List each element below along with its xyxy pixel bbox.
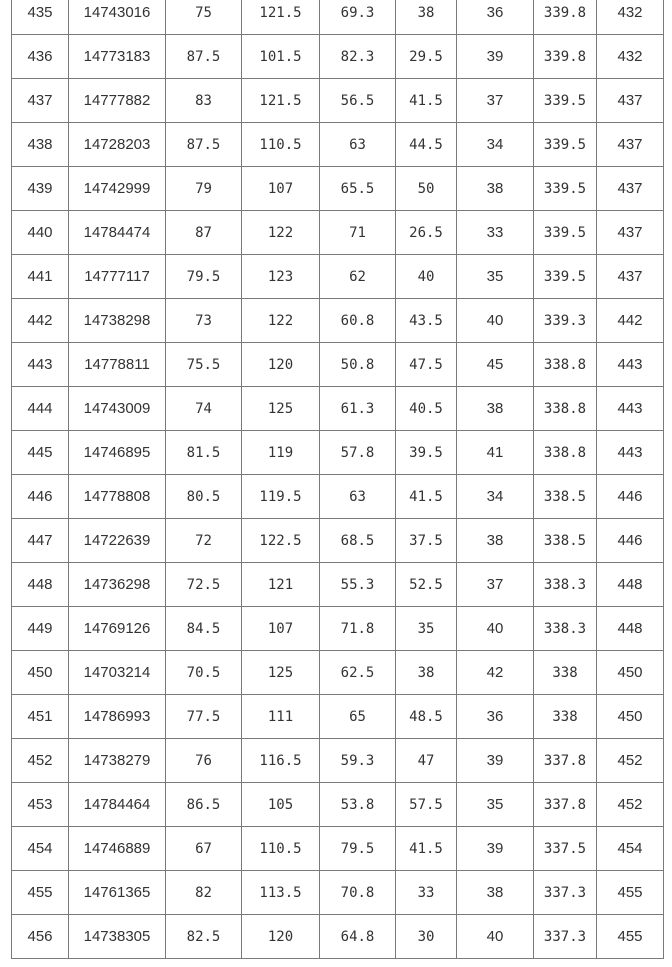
- score-cell-2: 120: [242, 915, 320, 959]
- score-cell-1: 75: [166, 0, 242, 35]
- total-cell: 338.5: [534, 475, 597, 519]
- score-cell-5: 34: [457, 475, 534, 519]
- score-cell-5: 36: [457, 695, 534, 739]
- score-cell-4: 47: [396, 739, 457, 783]
- table-row: [12, 0, 664, 35]
- score-cell-1: 79: [166, 167, 242, 211]
- overall-rank-cell: 452: [597, 783, 664, 827]
- rank-cell: 435: [12, 0, 69, 35]
- score-cell-4: 37.5: [396, 519, 457, 563]
- table-row: [12, 343, 664, 387]
- overall-rank-cell: 437: [597, 123, 664, 167]
- score-cell-4: 44.5: [396, 123, 457, 167]
- overall-rank-cell: 448: [597, 607, 664, 651]
- score-cell-1: 74: [166, 387, 242, 431]
- rank-cell: 455: [12, 871, 69, 915]
- score-cell-3: 71: [320, 211, 396, 255]
- score-cell-1: 72.5: [166, 563, 242, 607]
- score-cell-5: 33: [457, 211, 534, 255]
- score-cell-2: 122: [242, 299, 320, 343]
- rank-cell: 436: [12, 35, 69, 79]
- score-cell-3: 71.8: [320, 607, 396, 651]
- score-cell-4: 41.5: [396, 827, 457, 871]
- candidate-id-cell: 14777117: [69, 255, 166, 299]
- table-row: [12, 431, 664, 475]
- rank-cell: 437: [12, 79, 69, 123]
- score-cell-5: 34: [457, 123, 534, 167]
- score-cell-4: 43.5: [396, 299, 457, 343]
- score-cell-5: 42: [457, 651, 534, 695]
- total-cell: 337.8: [534, 783, 597, 827]
- score-cell-1: 67: [166, 827, 242, 871]
- table-row: [12, 123, 664, 167]
- overall-rank-cell: 450: [597, 651, 664, 695]
- overall-rank-cell: 446: [597, 475, 664, 519]
- score-cell-1: 76: [166, 739, 242, 783]
- score-cell-2: 122: [242, 211, 320, 255]
- table-row: [12, 299, 664, 343]
- rank-cell: 444: [12, 387, 69, 431]
- total-cell: 337.8: [534, 739, 597, 783]
- score-cell-5: 39: [457, 35, 534, 79]
- candidate-id-cell: 14743009: [69, 387, 166, 431]
- rank-cell: 451: [12, 695, 69, 739]
- score-cell-3: 65.5: [320, 167, 396, 211]
- score-cell-2: 101.5: [242, 35, 320, 79]
- score-cell-3: 60.8: [320, 299, 396, 343]
- score-cell-4: 39.5: [396, 431, 457, 475]
- table-row: [12, 651, 664, 695]
- rank-cell: 449: [12, 607, 69, 651]
- score-cell-1: 87: [166, 211, 242, 255]
- score-table: [11, 0, 664, 959]
- score-cell-2: 110.5: [242, 827, 320, 871]
- table-row: [12, 915, 664, 959]
- overall-rank-cell: 454: [597, 827, 664, 871]
- overall-rank-cell: 437: [597, 211, 664, 255]
- score-cell-3: 70.8: [320, 871, 396, 915]
- score-cell-3: 61.3: [320, 387, 396, 431]
- score-cell-1: 70.5: [166, 651, 242, 695]
- score-cell-3: 62.5: [320, 651, 396, 695]
- overall-rank-cell: 437: [597, 79, 664, 123]
- score-cell-1: 80.5: [166, 475, 242, 519]
- overall-rank-cell: 455: [597, 915, 664, 959]
- score-cell-1: 82.5: [166, 915, 242, 959]
- table-row: [12, 871, 664, 915]
- candidate-id-cell: 14738279: [69, 739, 166, 783]
- score-cell-4: 57.5: [396, 783, 457, 827]
- candidate-id-cell: 14784474: [69, 211, 166, 255]
- overall-rank-cell: 450: [597, 695, 664, 739]
- total-cell: 339.5: [534, 123, 597, 167]
- overall-rank-cell: 443: [597, 343, 664, 387]
- score-cell-5: 35: [457, 255, 534, 299]
- score-cell-4: 47.5: [396, 343, 457, 387]
- overall-rank-cell: 442: [597, 299, 664, 343]
- score-cell-4: 35: [396, 607, 457, 651]
- score-cell-3: 65: [320, 695, 396, 739]
- score-cell-5: 36: [457, 0, 534, 35]
- overall-rank-cell: 446: [597, 519, 664, 563]
- candidate-id-cell: 14703214: [69, 651, 166, 695]
- score-cell-3: 57.8: [320, 431, 396, 475]
- score-cell-4: 38: [396, 651, 457, 695]
- score-cell-4: 52.5: [396, 563, 457, 607]
- candidate-id-cell: 14738305: [69, 915, 166, 959]
- score-cell-5: 41: [457, 431, 534, 475]
- rank-cell: 440: [12, 211, 69, 255]
- score-cell-5: 38: [457, 387, 534, 431]
- candidate-id-cell: 14743016: [69, 0, 166, 35]
- score-cell-5: 39: [457, 827, 534, 871]
- total-cell: 338: [534, 695, 597, 739]
- total-cell: 339.5: [534, 255, 597, 299]
- score-cell-4: 33: [396, 871, 457, 915]
- score-cell-3: 69.3: [320, 0, 396, 35]
- score-cell-3: 82.3: [320, 35, 396, 79]
- score-cell-3: 63: [320, 475, 396, 519]
- score-cell-5: 45: [457, 343, 534, 387]
- score-cell-3: 59.3: [320, 739, 396, 783]
- total-cell: 338.8: [534, 387, 597, 431]
- candidate-id-cell: 14742999: [69, 167, 166, 211]
- score-cell-2: 121.5: [242, 79, 320, 123]
- total-cell: 337.3: [534, 871, 597, 915]
- score-cell-3: 63: [320, 123, 396, 167]
- rank-cell: 447: [12, 519, 69, 563]
- score-cell-1: 77.5: [166, 695, 242, 739]
- candidate-id-cell: 14778811: [69, 343, 166, 387]
- score-cell-5: 38: [457, 871, 534, 915]
- candidate-id-cell: 14786993: [69, 695, 166, 739]
- score-cell-2: 113.5: [242, 871, 320, 915]
- table-row: [12, 255, 664, 299]
- table-row: [12, 563, 664, 607]
- score-cell-2: 107: [242, 167, 320, 211]
- score-cell-2: 116.5: [242, 739, 320, 783]
- table-row: [12, 783, 664, 827]
- total-cell: 338.3: [534, 563, 597, 607]
- score-cell-3: 55.3: [320, 563, 396, 607]
- score-cell-3: 53.8: [320, 783, 396, 827]
- score-cell-5: 40: [457, 299, 534, 343]
- score-cell-4: 40: [396, 255, 457, 299]
- score-cell-2: 110.5: [242, 123, 320, 167]
- rank-cell: 453: [12, 783, 69, 827]
- total-cell: 339.5: [534, 79, 597, 123]
- score-cell-1: 75.5: [166, 343, 242, 387]
- table-row: [12, 387, 664, 431]
- candidate-id-cell: 14769126: [69, 607, 166, 651]
- score-cell-1: 83: [166, 79, 242, 123]
- total-cell: 337.5: [534, 827, 597, 871]
- rank-cell: 443: [12, 343, 69, 387]
- overall-rank-cell: 448: [597, 563, 664, 607]
- score-table-body: [12, 0, 664, 959]
- score-cell-2: 119: [242, 431, 320, 475]
- total-cell: 339.5: [534, 211, 597, 255]
- score-cell-2: 121.5: [242, 0, 320, 35]
- score-cell-3: 62: [320, 255, 396, 299]
- score-cell-3: 64.8: [320, 915, 396, 959]
- total-cell: 339.8: [534, 0, 597, 35]
- overall-rank-cell: 455: [597, 871, 664, 915]
- candidate-id-cell: 14778808: [69, 475, 166, 519]
- overall-rank-cell: 443: [597, 387, 664, 431]
- candidate-id-cell: 14746889: [69, 827, 166, 871]
- score-cell-1: 86.5: [166, 783, 242, 827]
- score-cell-4: 38: [396, 0, 457, 35]
- overall-rank-cell: 437: [597, 255, 664, 299]
- table-row: [12, 827, 664, 871]
- rank-cell: 441: [12, 255, 69, 299]
- rank-cell: 445: [12, 431, 69, 475]
- score-cell-4: 50: [396, 167, 457, 211]
- score-cell-5: 37: [457, 79, 534, 123]
- overall-rank-cell: 443: [597, 431, 664, 475]
- score-cell-1: 79.5: [166, 255, 242, 299]
- rank-cell: 448: [12, 563, 69, 607]
- overall-rank-cell: 437: [597, 167, 664, 211]
- score-cell-3: 79.5: [320, 827, 396, 871]
- score-cell-2: 119.5: [242, 475, 320, 519]
- candidate-id-cell: 14784464: [69, 783, 166, 827]
- score-cell-5: 37: [457, 563, 534, 607]
- score-cell-2: 122.5: [242, 519, 320, 563]
- score-cell-3: 68.5: [320, 519, 396, 563]
- score-cell-2: 120: [242, 343, 320, 387]
- table-row: [12, 167, 664, 211]
- score-cell-1: 87.5: [166, 35, 242, 79]
- score-cell-2: 105: [242, 783, 320, 827]
- score-cell-1: 72: [166, 519, 242, 563]
- rank-cell: 446: [12, 475, 69, 519]
- rank-cell: 454: [12, 827, 69, 871]
- table-row: [12, 35, 664, 79]
- overall-rank-cell: 432: [597, 35, 664, 79]
- score-cell-1: 73: [166, 299, 242, 343]
- total-cell: 337.3: [534, 915, 597, 959]
- score-cell-5: 35: [457, 783, 534, 827]
- total-cell: 339.8: [534, 35, 597, 79]
- score-cell-4: 48.5: [396, 695, 457, 739]
- score-cell-2: 123: [242, 255, 320, 299]
- score-cell-1: 87.5: [166, 123, 242, 167]
- total-cell: 338.3: [534, 607, 597, 651]
- score-cell-1: 81.5: [166, 431, 242, 475]
- score-cell-4: 29.5: [396, 35, 457, 79]
- score-cell-2: 125: [242, 387, 320, 431]
- score-cell-5: 39: [457, 739, 534, 783]
- table-row: [12, 607, 664, 651]
- score-cell-5: 40: [457, 915, 534, 959]
- overall-rank-cell: 452: [597, 739, 664, 783]
- table-row: [12, 211, 664, 255]
- score-cell-1: 84.5: [166, 607, 242, 651]
- score-cell-2: 107: [242, 607, 320, 651]
- candidate-id-cell: 14773183: [69, 35, 166, 79]
- candidate-id-cell: 14761365: [69, 871, 166, 915]
- total-cell: 339.3: [534, 299, 597, 343]
- table-row: [12, 475, 664, 519]
- score-cell-4: 41.5: [396, 475, 457, 519]
- total-cell: 338: [534, 651, 597, 695]
- rank-cell: 456: [12, 915, 69, 959]
- overall-rank-cell: 432: [597, 0, 664, 35]
- score-cell-2: 111: [242, 695, 320, 739]
- rank-cell: 450: [12, 651, 69, 695]
- table-row: [12, 739, 664, 783]
- score-cell-2: 121: [242, 563, 320, 607]
- score-cell-5: 40: [457, 607, 534, 651]
- score-cell-4: 41.5: [396, 79, 457, 123]
- score-cell-5: 38: [457, 167, 534, 211]
- table-row: [12, 519, 664, 563]
- candidate-id-cell: 14728203: [69, 123, 166, 167]
- candidate-id-cell: 14722639: [69, 519, 166, 563]
- rank-cell: 438: [12, 123, 69, 167]
- candidate-id-cell: 14777882: [69, 79, 166, 123]
- score-cell-4: 40.5: [396, 387, 457, 431]
- rank-cell: 452: [12, 739, 69, 783]
- score-cell-4: 30: [396, 915, 457, 959]
- score-cell-1: 82: [166, 871, 242, 915]
- table-row: [12, 79, 664, 123]
- total-cell: 338.8: [534, 343, 597, 387]
- total-cell: 339.5: [534, 167, 597, 211]
- candidate-id-cell: 14746895: [69, 431, 166, 475]
- score-cell-3: 50.8: [320, 343, 396, 387]
- rank-cell: 439: [12, 167, 69, 211]
- candidate-id-cell: 14738298: [69, 299, 166, 343]
- rank-cell: 442: [12, 299, 69, 343]
- score-cell-4: 26.5: [396, 211, 457, 255]
- score-cell-5: 38: [457, 519, 534, 563]
- score-cell-2: 125: [242, 651, 320, 695]
- table-row: [12, 695, 664, 739]
- candidate-id-cell: 14736298: [69, 563, 166, 607]
- total-cell: 338.5: [534, 519, 597, 563]
- total-cell: 338.8: [534, 431, 597, 475]
- score-cell-3: 56.5: [320, 79, 396, 123]
